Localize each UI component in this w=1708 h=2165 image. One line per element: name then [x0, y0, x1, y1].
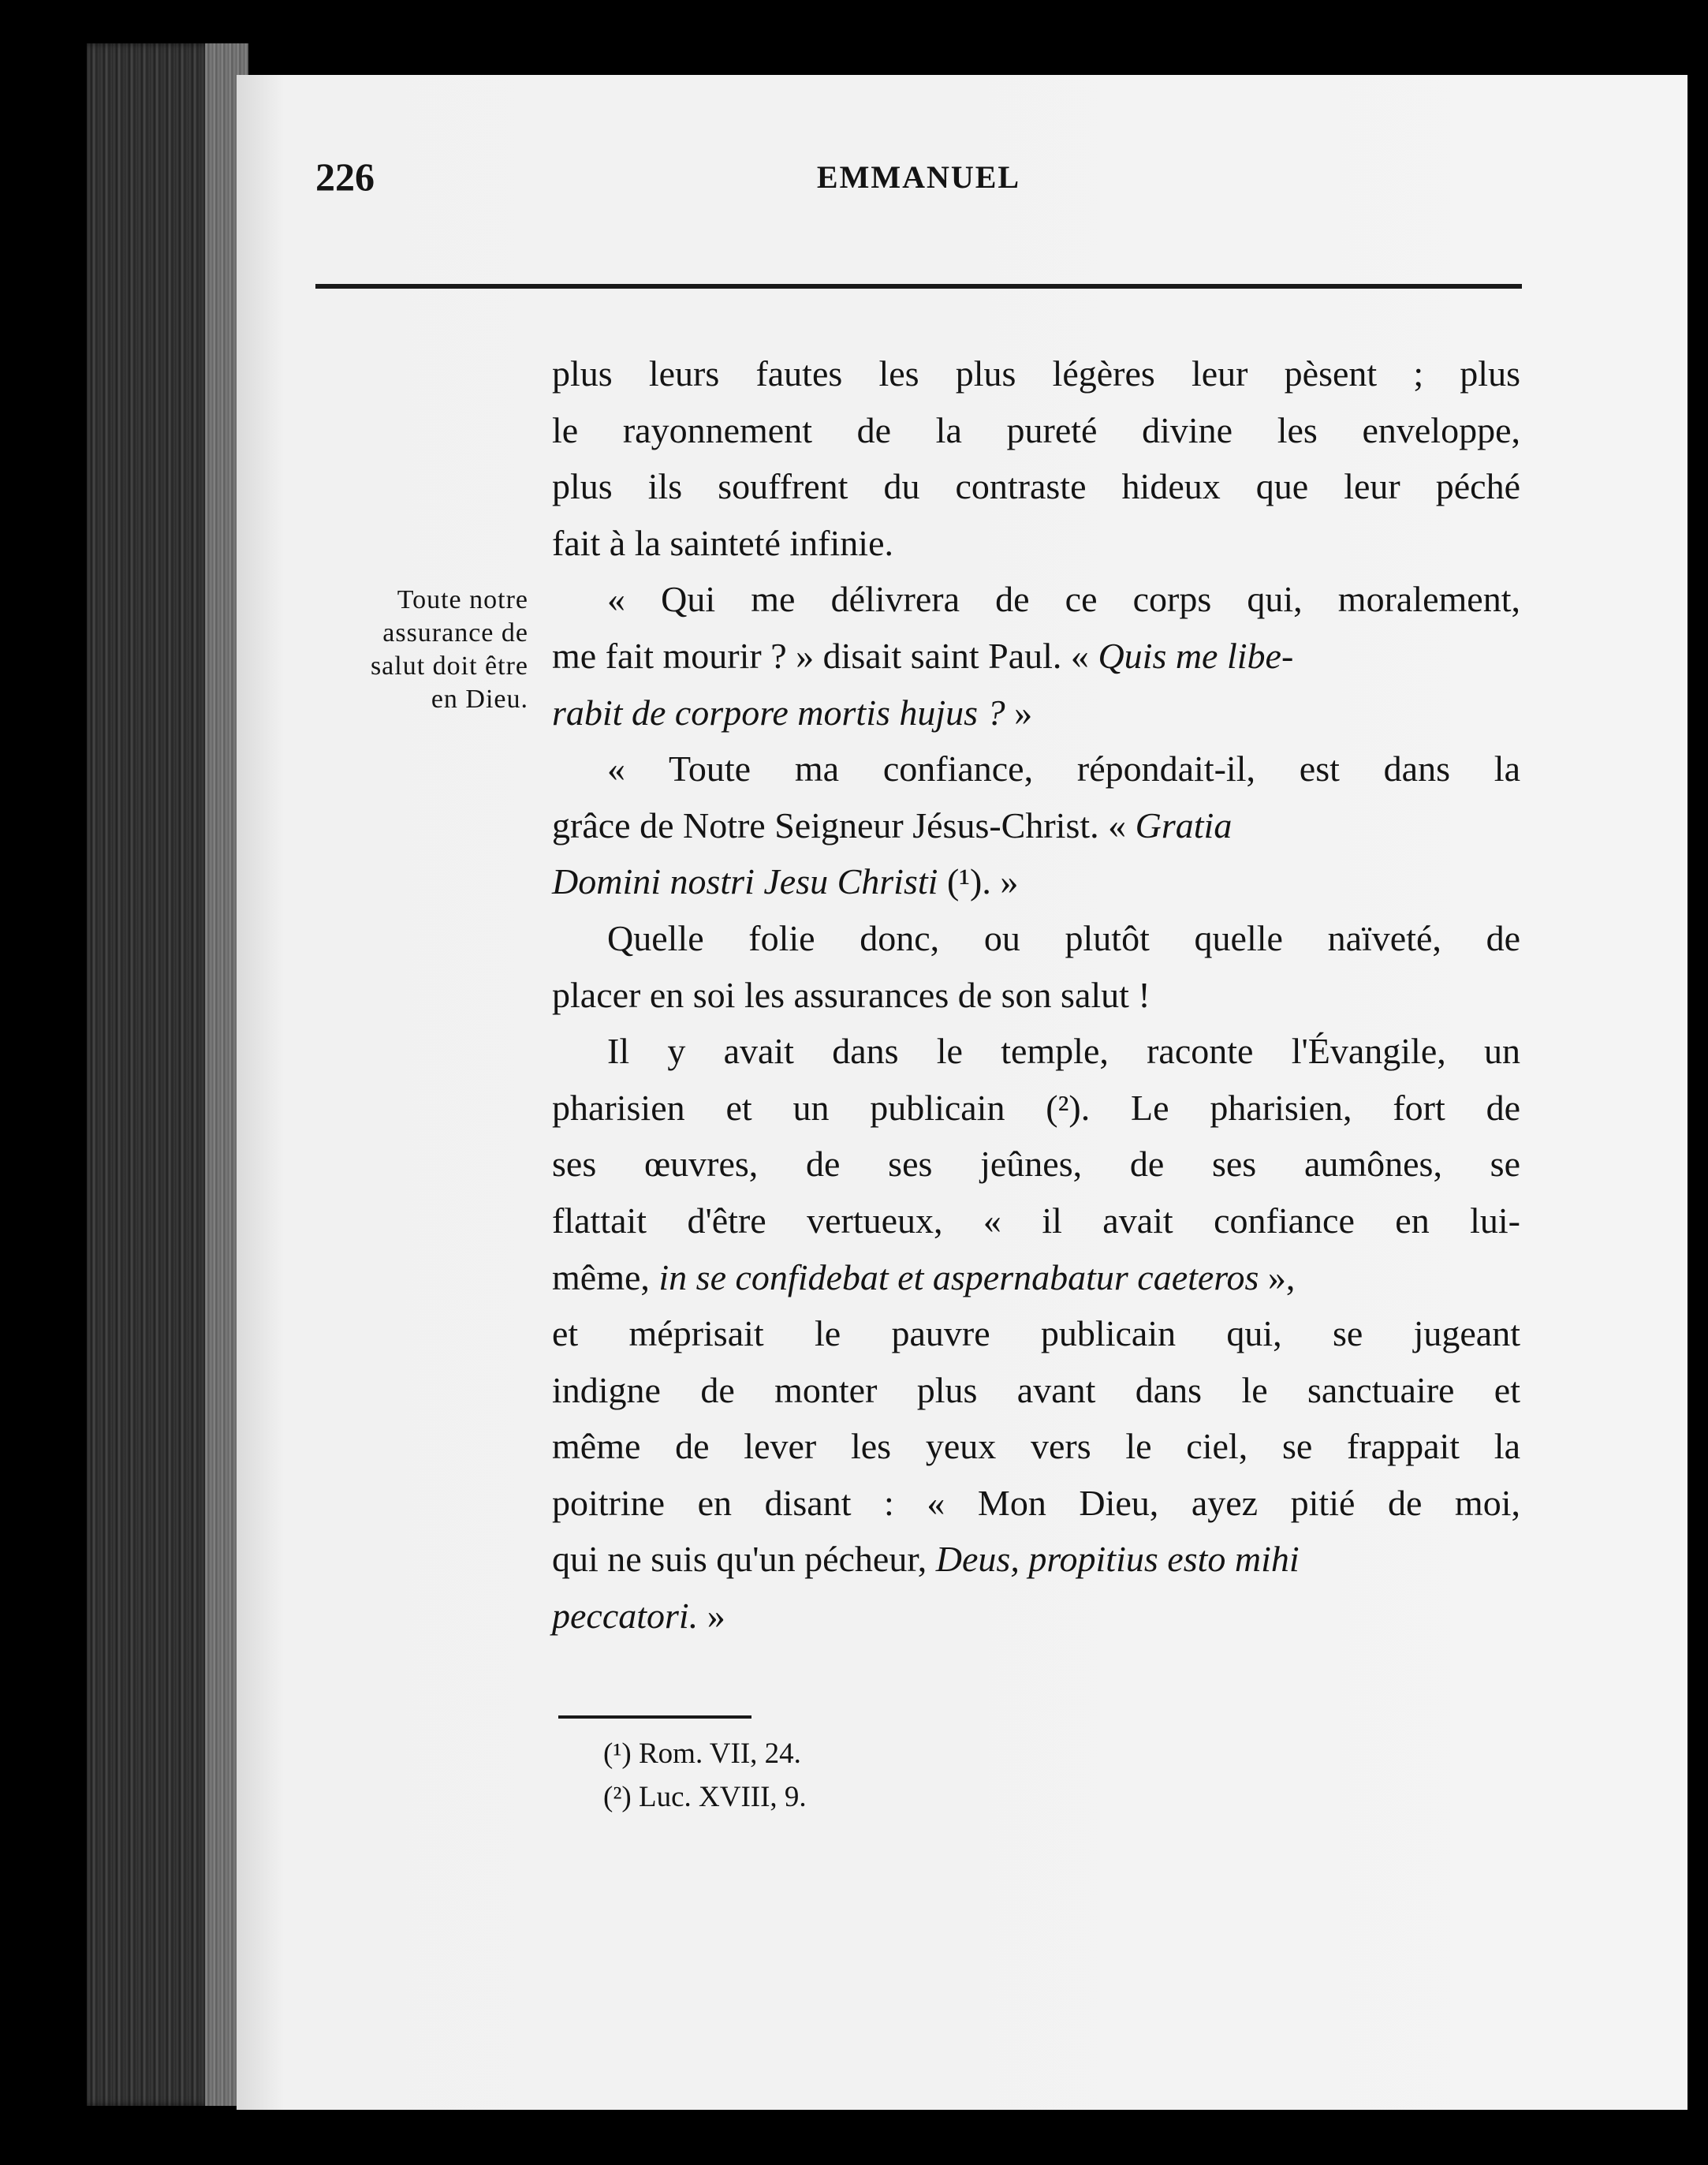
text-line: fait à la sainteté infinie. [552, 522, 893, 563]
header-rule [315, 284, 1522, 289]
book-page-edges [87, 43, 248, 2106]
text-line: pharisien et un publicain (²). Le pharisien, fort de [552, 1087, 1520, 1128]
text-line: « Qui me délivrera de ce corps qui, moralement, [607, 579, 1520, 620]
text-line: même de lever les yeux vers le ciel, se frappait la [552, 1426, 1520, 1467]
text-line: et méprisait le pauvre publicain qui, se jugeant [552, 1313, 1520, 1354]
margin-note [319, 584, 528, 716]
text-line: Il y avait dans le temple, raconte l'Évangile, un [607, 1031, 1520, 1072]
footnote-rule [558, 1715, 751, 1719]
footnote-1: (¹) Rom. VII, 24. [603, 1738, 801, 1770]
page-number: 226 [315, 155, 375, 199]
text-line: plus ils souffrent du contraste hideux que leur péché [552, 466, 1520, 507]
text-line: Quelle folie donc, ou plutôt quelle naïveté, de [607, 917, 1520, 958]
text-line: qui ne suis qu'un pécheur, Deus, propitius esto mihi [552, 1539, 1300, 1580]
text-line: plus leurs fautes les plus légères leur pèsent ; plus [552, 353, 1520, 394]
text-line: poitrine en disant : « Mon Dieu, ayez pitié de moi, [552, 1482, 1520, 1523]
text-line: indigne de monter plus avant dans le sanctuaire et [552, 1369, 1520, 1410]
margin-note-line: Toute notre [397, 585, 528, 614]
margin-note-line: en Dieu. [431, 685, 528, 714]
text-line: même, in se confidebat et aspernabatur caeteros », [552, 1256, 1296, 1297]
running-title: EMMANUEL [816, 159, 1021, 195]
page-header [315, 154, 1522, 209]
text-line: ses œuvres, de ses jeûnes, de ses aumônes, se [552, 1144, 1520, 1185]
footnotes [603, 1732, 807, 1819]
margin-note-line: salut doit être [370, 651, 528, 681]
text-line: peccatori. » [552, 1596, 725, 1637]
footnote-2: (²) Luc. XVIII, 9. [603, 1781, 807, 1813]
text-line: grâce de Notre Seigneur Jésus-Christ. « Gratia [552, 804, 1233, 845]
text-line: Domini nostri Jesu Christi (¹). » [552, 861, 1019, 902]
text-line: le rayonnement de la pureté divine les enveloppe, [552, 409, 1520, 450]
margin-note-line: assurance de [382, 618, 528, 648]
text-line: « Toute ma confiance, répondait-il, est dans la [607, 748, 1520, 789]
text-line: rabit de corpore mortis hujus ? » [552, 692, 1033, 733]
text-line: flattait d'être vertueux, « il avait confiance en lui- [552, 1200, 1520, 1241]
text-line: me fait mourir ? » disait saint Paul. « Quis me libe- [552, 635, 1294, 676]
text-line: placer en soi les assurances de son salut ! [552, 974, 1150, 1015]
body-text [552, 345, 1520, 1644]
